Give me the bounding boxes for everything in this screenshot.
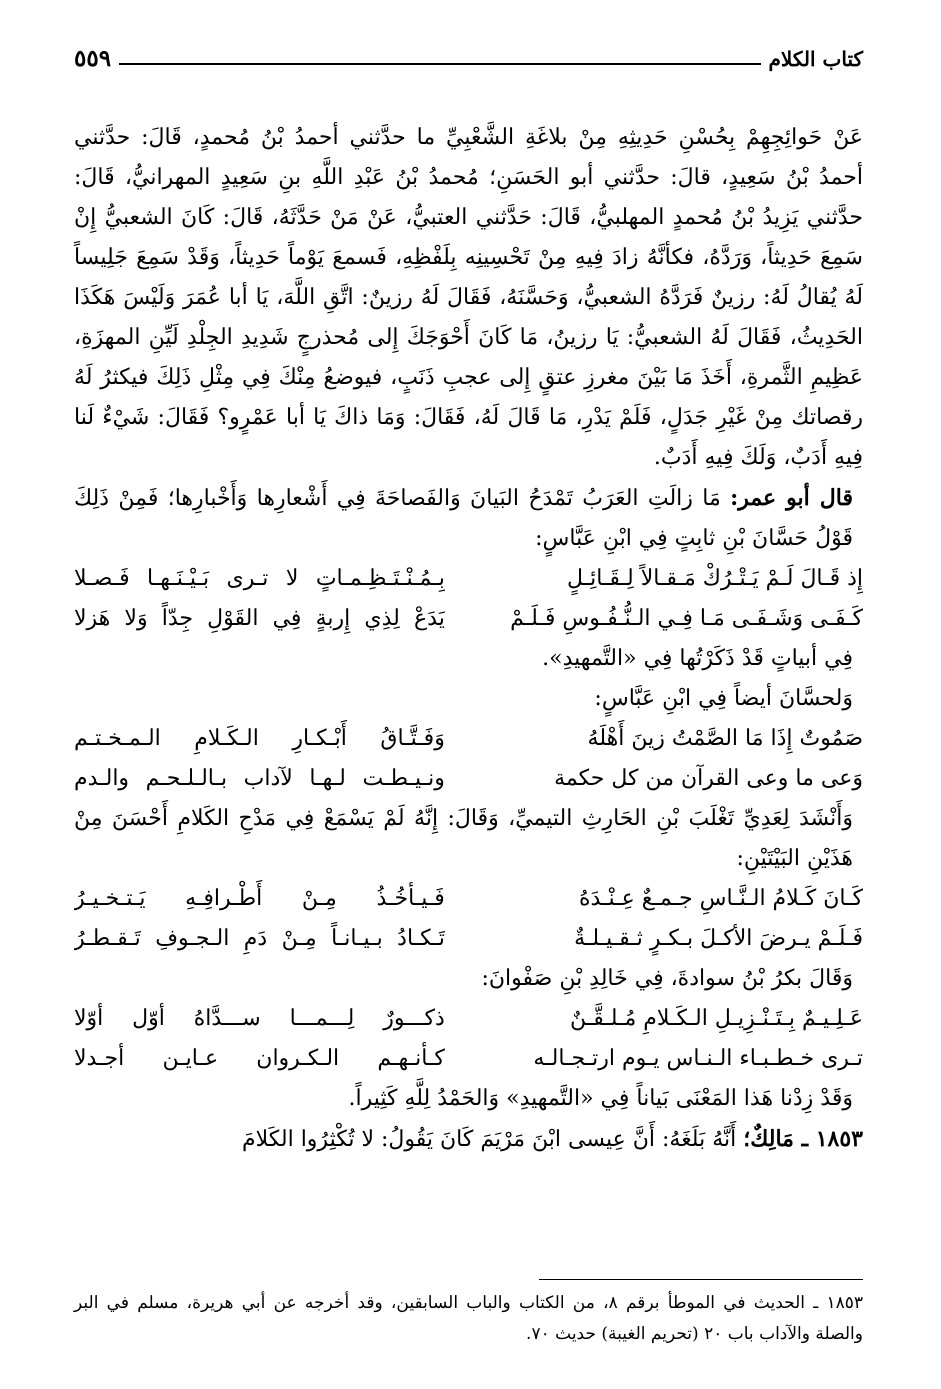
verse-first-hemistich: كَـفَـى وَشَـفَـى مَـا فِـي الـنُّـفُـوسِ فَـلَـمْ bbox=[510, 606, 863, 631]
poem-verse bbox=[74, 1039, 863, 1079]
verse-second-hemistich: ذكـــورٌ لِـــمـــا ســـدَّاهُ أوّل أوّلا bbox=[74, 1006, 445, 1031]
verse-first-hemistich: عَـلِـيـمٌ بِـتَـنْـزِيـلِ الـكَـلامِ مُـلـقَّـنٌ bbox=[570, 1006, 863, 1031]
paragraph: فِي أبياتٍ قَدْ ذَكَرْتُها فِي «التَّمهيدِ». bbox=[542, 646, 853, 671]
paragraph: وَقَالَ بكرُ بْنُ سوادةَ، فِي خَالِدِ بْنِ صَفْوانَ: bbox=[481, 966, 853, 991]
footnote: ١٨٥٣ ـ الحديث في الموطأ برقم ٨، من الكتاب والباب السابقين، وقد أخرجه عن أبي هريرة، مسلم في البر والصلة والآداب باب ٢٠ (تحريم الغيبة) حديث ٧٠. bbox=[74, 1293, 863, 1344]
verse-second-hemistich: وَفَـتَّـاقُ أَبْـكـارِ الـكَـلامِ الـمـخـتـم bbox=[74, 726, 445, 751]
main-text bbox=[74, 118, 863, 1160]
running-title: كتاب الكلام bbox=[768, 47, 863, 71]
verse-first-hemistich: وَعى ما وعى القرآن من كل حكمة bbox=[554, 766, 863, 791]
poem-verse bbox=[74, 559, 863, 599]
paragraph: عَنْ حَوائِجِهِمْ بِحُسْنِ حَدِيثِهِ مِنْ بلاغَةِ الشَّعْبِيِّ ما حدَّثني أحمدُ بْنُ مُحمدٍ، قَالَ: حدَّثني أحمدُ بْنُ سَعِيدٍ، قالَ: حدَّثني أبو الحَسَنِ؛ مُحمدُ بْنُ عَبْدِ اللَّهِ بنِ سَعِيدٍ المهرانيُّ، قَالَ: حدَّثني يَزِيدُ بْنُ مُحمدٍ المهلبيُّ، قَالَ: حَدَّثني العتبيُّ، عَنْ مَنْ حَدَّثَهُ، قَالَ: كَانَ الشعبيُّ إِنْ سَمِعَ حَدِيثاً، وَرَدَّهُ، فكأنَّهُ زادَ فِيهِ مِنْ تَحْسِينِه بِلَفْظِهِ، فَسمعَ يَوْماً حَدِيثاً، وَقَدْ سَمِعَ جَلِيساً لَهُ يُقالُ لَهُ: رزينٌ فَرَدَّهُ الشعبيُّ، وَحَسَّنَهُ، فَقَالَ لَهُ رزينٌ: اتَّقِ اللَّهَ، يَا أبا عُمَرَ وَلَيْسَ هَكَذَا الحَدِيثُ، فَقَالَ لَهُ الشعبيُّ: يَا رزينُ، مَا كَانَ أَحْوَجَكَ إِلى مُحذرجٍ شَدِيدِ الجِلْدِ لَيِّنِ المهزَةِ، عَظِيمِ الثَّمرةِ، أَخَذَ مَا بَيْنَ مغرزِ عتقٍ إِلى عجبِ ذَنَبٍ، فيوضعُ مِنْكَ فِي مِثْلِ ذَلِكَ فيكثرُ لَهُ رقصاتك مِنْ غَيْرِ جَدَلٍ، فَلَمْ يَدْرِ، مَا قَالَ لَهُ، فَقَالَ: وَمَا ذاكَ يَا أبا عَمْرٍو؟ فَقَالَ: شَيْءٌ لَنا فِيهِ أَدَبٌ، وَلَكَ فِيهِ أَدَبٌ. bbox=[74, 125, 863, 470]
page-header bbox=[74, 34, 863, 74]
paragraph: وَأَنْشَدَ لِعَدِيِّ تَغْلَبَ بْنِ الحَارِثِ التيميِّ، وَقَالَ: إِنَّهُ لَمْ يَسْمَعْ فِي مَدْحِ الكَلامِ أَحْسَنَ مِنْ هَذَيْنِ البَيْتَيْنِ: bbox=[74, 806, 853, 871]
poem-verse bbox=[74, 719, 863, 759]
verse-second-hemistich: فَـيـأخُـذُ مِـنْ أَطْـرافِـهِ يَـتـخـيـرُ bbox=[74, 886, 445, 911]
verse-second-hemistich: يَدَعْ لِذِي إِربةٍ فِي القَوْلِ جِدّاً وَلا هَزلا bbox=[74, 606, 445, 631]
poem-verse bbox=[74, 919, 863, 959]
verse-second-hemistich: ونـيـطـت لـهـا لآداب بـالـلـحـم والـدم bbox=[74, 766, 445, 791]
poem-verse bbox=[74, 999, 863, 1039]
page-number: ٥٥٩ bbox=[74, 45, 112, 72]
paragraph-text: مَا زالَتِ العَرَبُ تَمْدَحُ البَيانَ وَالفَصاحَةَ فِي أَشْعارِها وَأَخْبارِها؛ فَمِنْ ذَلِكَ قَوْلُ حَسَّانَ بْنِ ثابِتٍ فِي ابْنِ عَبَّاسٍ: bbox=[74, 486, 853, 551]
header-rule bbox=[119, 63, 760, 65]
paragraph bbox=[74, 478, 863, 559]
paragraph: وَلحسَّانَ أيضاً فِي ابْنِ عَبَّاسٍ: bbox=[594, 686, 853, 711]
verse-first-hemistich: فَـلَـمْ يـرضَ الأكـلَ بـكـرٍ ثـقـيـلـةٌ bbox=[574, 926, 863, 951]
paragraph bbox=[74, 1119, 863, 1160]
verse-second-hemistich: بِـمُـنْـتَـظِـمـاتٍ لا تـرى بَـيْـنَـهـا فَـصـلا bbox=[74, 566, 445, 591]
paragraph: وَقَدْ زِدْنا هَذا المَعْنَى بَياناً فِي «التَّمهيدِ» وَالحَمْدُ لِلَّهِ كَثِيراً. bbox=[348, 1086, 853, 1111]
verse-first-hemistich: إِذ قَـالَ لَـمْ يَـتْـرُكْ مَـقـالاً لِـقَـائِـلٍ bbox=[567, 566, 863, 591]
poem-verse bbox=[74, 759, 863, 799]
poem-verse bbox=[74, 879, 863, 919]
footnote-separator bbox=[539, 1279, 863, 1280]
hadith-number: ١٨٥٣ ـ مَالِكٌ؛ bbox=[743, 1126, 863, 1152]
poem-verse bbox=[74, 599, 863, 639]
verse-second-hemistich: كـأنـهـم الـكـروان عـايـن أجـدلا bbox=[74, 1046, 445, 1071]
verse-second-hemistich: تَـكـادُ بـيـانـاً مِـنْ دَمِ الـجـوفِ تَـقـطـرُ bbox=[74, 926, 445, 951]
paragraph-text: أَنَّهُ بَلَغَهُ: أَنَّ عِيسى ابْنَ مَرْيَمَ كَانَ يَقُولُ: لا تُكْثِرُوا الكَلامَ bbox=[241, 1127, 737, 1152]
speaker-label: قال أبو عمر: bbox=[730, 485, 853, 511]
verse-first-hemistich: كَـانَ كَـلامُ الـنَّـاسِ جـمـعٌ عِـنْـدَهُ bbox=[579, 886, 863, 911]
verse-first-hemistich: تـرى خـطـبـاء الـنـاس يـوم ارتـجـالـه bbox=[533, 1046, 863, 1071]
verse-first-hemistich: صَمُوتٌ إِذَا مَا الصَّمْتُ زينَ أَهْلَهُ bbox=[587, 726, 863, 751]
